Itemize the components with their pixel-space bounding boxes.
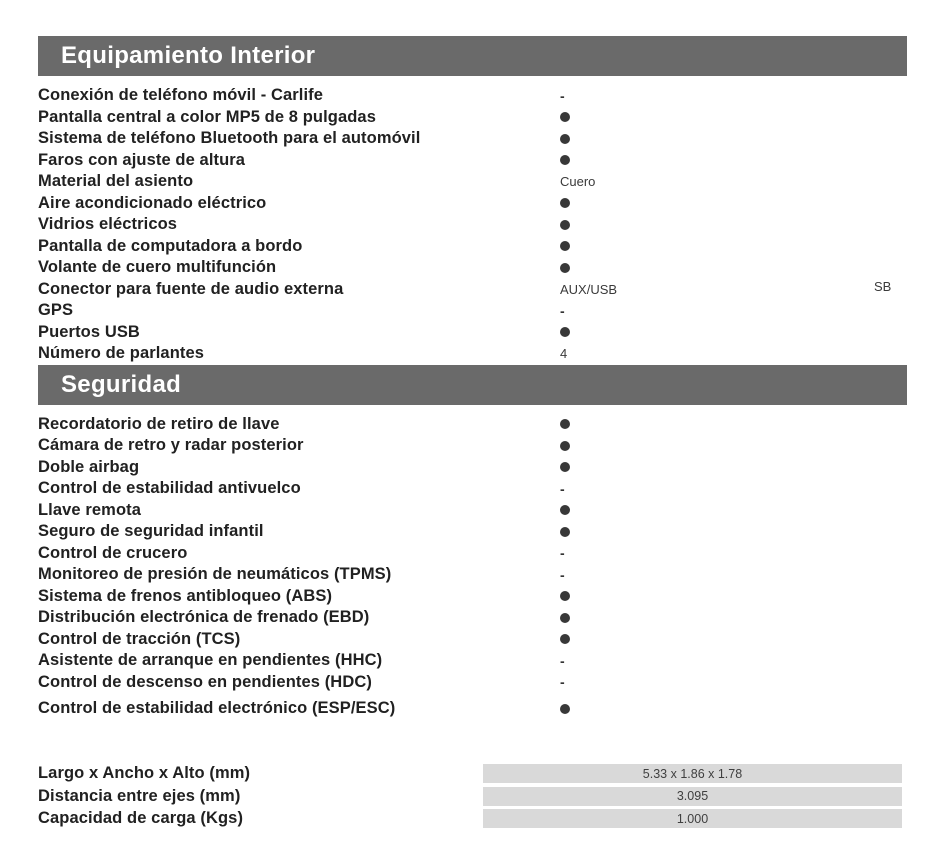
feature-value-cell bbox=[560, 500, 570, 522]
feature-row bbox=[38, 586, 907, 608]
feature-value-cell bbox=[560, 322, 570, 344]
not-available-dash: - bbox=[560, 545, 565, 562]
availability-dot-icon bbox=[560, 505, 570, 515]
feature-label: Número de parlantes bbox=[38, 344, 205, 363]
section-title: Seguridad bbox=[61, 370, 182, 398]
not-available-dash: - bbox=[560, 566, 565, 583]
feature-label: Conexión de teléfono móvil - Carlife bbox=[38, 86, 324, 105]
dimension-row bbox=[38, 763, 907, 786]
feature-label: Distribución electrónica de frenado (EBD) bbox=[38, 608, 370, 627]
feature-value-cell bbox=[560, 457, 570, 479]
dimension-value: 3.095 bbox=[676, 789, 709, 803]
feature-row bbox=[38, 171, 907, 193]
not-available-dash: - bbox=[560, 674, 565, 691]
dimension-label: Capacidad de carga (Kgs) bbox=[38, 809, 244, 828]
clipped-text-fragment: SB bbox=[874, 279, 892, 294]
feature-row bbox=[38, 650, 907, 672]
feature-value-text: 4 bbox=[560, 346, 568, 362]
not-available-dash: - bbox=[560, 87, 565, 104]
feature-label: Cámara de retro y radar posterior bbox=[38, 436, 304, 455]
availability-dot-icon bbox=[560, 591, 570, 601]
feature-value-cell bbox=[560, 629, 570, 651]
feature-label: Sistema de frenos antibloqueo (ABS) bbox=[38, 586, 333, 605]
dimension-row bbox=[38, 785, 907, 808]
feature-label: Puertos USB bbox=[38, 322, 140, 341]
section-title: Equipamiento Interior bbox=[61, 42, 316, 69]
availability-dot-icon bbox=[560, 419, 570, 429]
feature-row bbox=[38, 457, 907, 479]
feature-label: Sistema de teléfono Bluetooth para el automóvil bbox=[38, 129, 421, 148]
feature-value-text: Cuero bbox=[560, 174, 596, 190]
feature-label: Conector para fuente de audio externa bbox=[38, 279, 344, 298]
feature-label: Control de tracción (TCS) bbox=[38, 629, 241, 648]
feature-label: Monitoreo de presión de neumáticos (TPMS) bbox=[38, 565, 392, 584]
feature-row bbox=[38, 300, 907, 322]
dimension-value: 5.33 x 1.86 x 1.78 bbox=[642, 766, 743, 781]
feature-value-cell bbox=[560, 435, 570, 457]
feature-label: Faros con ajuste de altura bbox=[38, 150, 246, 169]
dimension-label: Distancia entre ejes (mm) bbox=[38, 786, 241, 805]
feature-label: GPS bbox=[38, 301, 74, 320]
feature-label: Control de estabilidad electrónico (ESP/ESC) bbox=[38, 699, 396, 718]
feature-row bbox=[38, 629, 907, 651]
feature-label: Asistente de arranque en pendientes (HHC) bbox=[38, 651, 383, 670]
feature-value-cell bbox=[560, 128, 570, 150]
feature-value-cell bbox=[560, 171, 595, 193]
dimension-value-bar bbox=[483, 764, 902, 783]
availability-dot-icon bbox=[560, 134, 570, 144]
dimension-value-bar bbox=[483, 809, 902, 828]
feature-row bbox=[38, 214, 907, 236]
availability-dot-icon bbox=[560, 220, 570, 230]
feature-label: Pantalla central a color MP5 de 8 pulgadas bbox=[38, 107, 376, 126]
dimension-value: 1.000 bbox=[676, 811, 709, 826]
feature-value-cell bbox=[560, 564, 565, 586]
feature-value-cell bbox=[560, 300, 565, 322]
feature-value-cell bbox=[560, 193, 570, 215]
availability-dot-icon bbox=[560, 441, 570, 451]
feature-label: Seguro de seguridad infantil bbox=[38, 522, 264, 541]
feature-row bbox=[38, 236, 907, 258]
section-seguridad bbox=[38, 365, 907, 720]
feature-value-cell bbox=[560, 236, 570, 258]
feature-label: Doble airbag bbox=[38, 457, 140, 476]
feature-row bbox=[38, 414, 907, 436]
dimension-value-bar bbox=[483, 787, 902, 806]
feature-label: Control de descenso en pendientes (HDC) bbox=[38, 672, 372, 691]
feature-value-cell bbox=[560, 543, 565, 565]
feature-row bbox=[38, 150, 907, 172]
not-available-dash: - bbox=[560, 302, 565, 319]
feature-row bbox=[38, 543, 907, 565]
feature-row bbox=[38, 322, 907, 344]
feature-value-cell bbox=[560, 586, 570, 608]
feature-value-text: AUX/USB bbox=[560, 281, 618, 297]
feature-label: Control de estabilidad antivuelco bbox=[38, 479, 301, 498]
availability-dot-icon bbox=[560, 527, 570, 537]
availability-dot-icon bbox=[560, 241, 570, 251]
availability-dot-icon bbox=[560, 155, 570, 165]
feature-row bbox=[38, 107, 907, 129]
not-available-dash: - bbox=[560, 480, 565, 497]
feature-row bbox=[38, 257, 907, 279]
feature-row bbox=[38, 607, 907, 629]
feature-row bbox=[38, 698, 907, 720]
feature-rows-seguridad bbox=[38, 414, 907, 720]
availability-dot-icon bbox=[560, 327, 570, 337]
feature-row bbox=[38, 521, 907, 543]
section-header-equipamiento-interior bbox=[38, 36, 907, 76]
feature-value-cell bbox=[560, 414, 570, 436]
feature-label: Vidrios eléctricos bbox=[38, 215, 178, 234]
spec-content bbox=[38, 36, 907, 830]
availability-dot-icon bbox=[560, 112, 570, 122]
feature-value-cell bbox=[560, 257, 570, 279]
feature-row bbox=[38, 478, 907, 500]
availability-dot-icon bbox=[560, 634, 570, 644]
feature-value-cell bbox=[560, 343, 567, 365]
feature-value-cell bbox=[560, 279, 617, 301]
feature-label: Aire acondicionado eléctrico bbox=[38, 193, 267, 212]
availability-dot-icon bbox=[560, 704, 570, 714]
feature-rows-equipamiento bbox=[38, 85, 907, 365]
feature-row bbox=[38, 193, 907, 215]
section-equipamiento-interior bbox=[38, 36, 907, 365]
feature-row bbox=[38, 85, 907, 107]
feature-value-cell bbox=[560, 698, 570, 720]
feature-value-cell bbox=[560, 107, 570, 129]
feature-value-cell bbox=[560, 650, 565, 672]
availability-dot-icon bbox=[560, 198, 570, 208]
dimension-rows bbox=[38, 763, 907, 831]
feature-row bbox=[38, 279, 907, 301]
feature-row bbox=[38, 500, 907, 522]
section-header-seguridad bbox=[38, 365, 907, 405]
feature-value-cell bbox=[560, 607, 570, 629]
feature-value-cell bbox=[560, 85, 565, 107]
feature-value-cell bbox=[560, 214, 570, 236]
feature-value-cell bbox=[560, 150, 570, 172]
feature-label: Volante de cuero multifunción bbox=[38, 258, 277, 277]
feature-label: Llave remota bbox=[38, 500, 141, 519]
feature-label: Control de crucero bbox=[38, 543, 188, 562]
feature-value-cell bbox=[560, 672, 565, 694]
feature-value-cell bbox=[560, 478, 565, 500]
feature-row bbox=[38, 672, 907, 694]
availability-dot-icon bbox=[560, 613, 570, 623]
dimension-row bbox=[38, 808, 907, 831]
feature-row bbox=[38, 435, 907, 457]
feature-label: Recordatorio de retiro de llave bbox=[38, 414, 280, 433]
feature-value-cell bbox=[560, 521, 570, 543]
feature-row bbox=[38, 343, 907, 365]
not-available-dash: - bbox=[560, 652, 565, 669]
feature-label: Material del asiento bbox=[38, 172, 194, 191]
feature-label: Pantalla de computadora a bordo bbox=[38, 236, 303, 255]
availability-dot-icon bbox=[560, 263, 570, 273]
dimension-label: Largo x Ancho x Alto (mm) bbox=[38, 764, 251, 783]
feature-row bbox=[38, 564, 907, 586]
availability-dot-icon bbox=[560, 462, 570, 472]
feature-row bbox=[38, 128, 907, 150]
